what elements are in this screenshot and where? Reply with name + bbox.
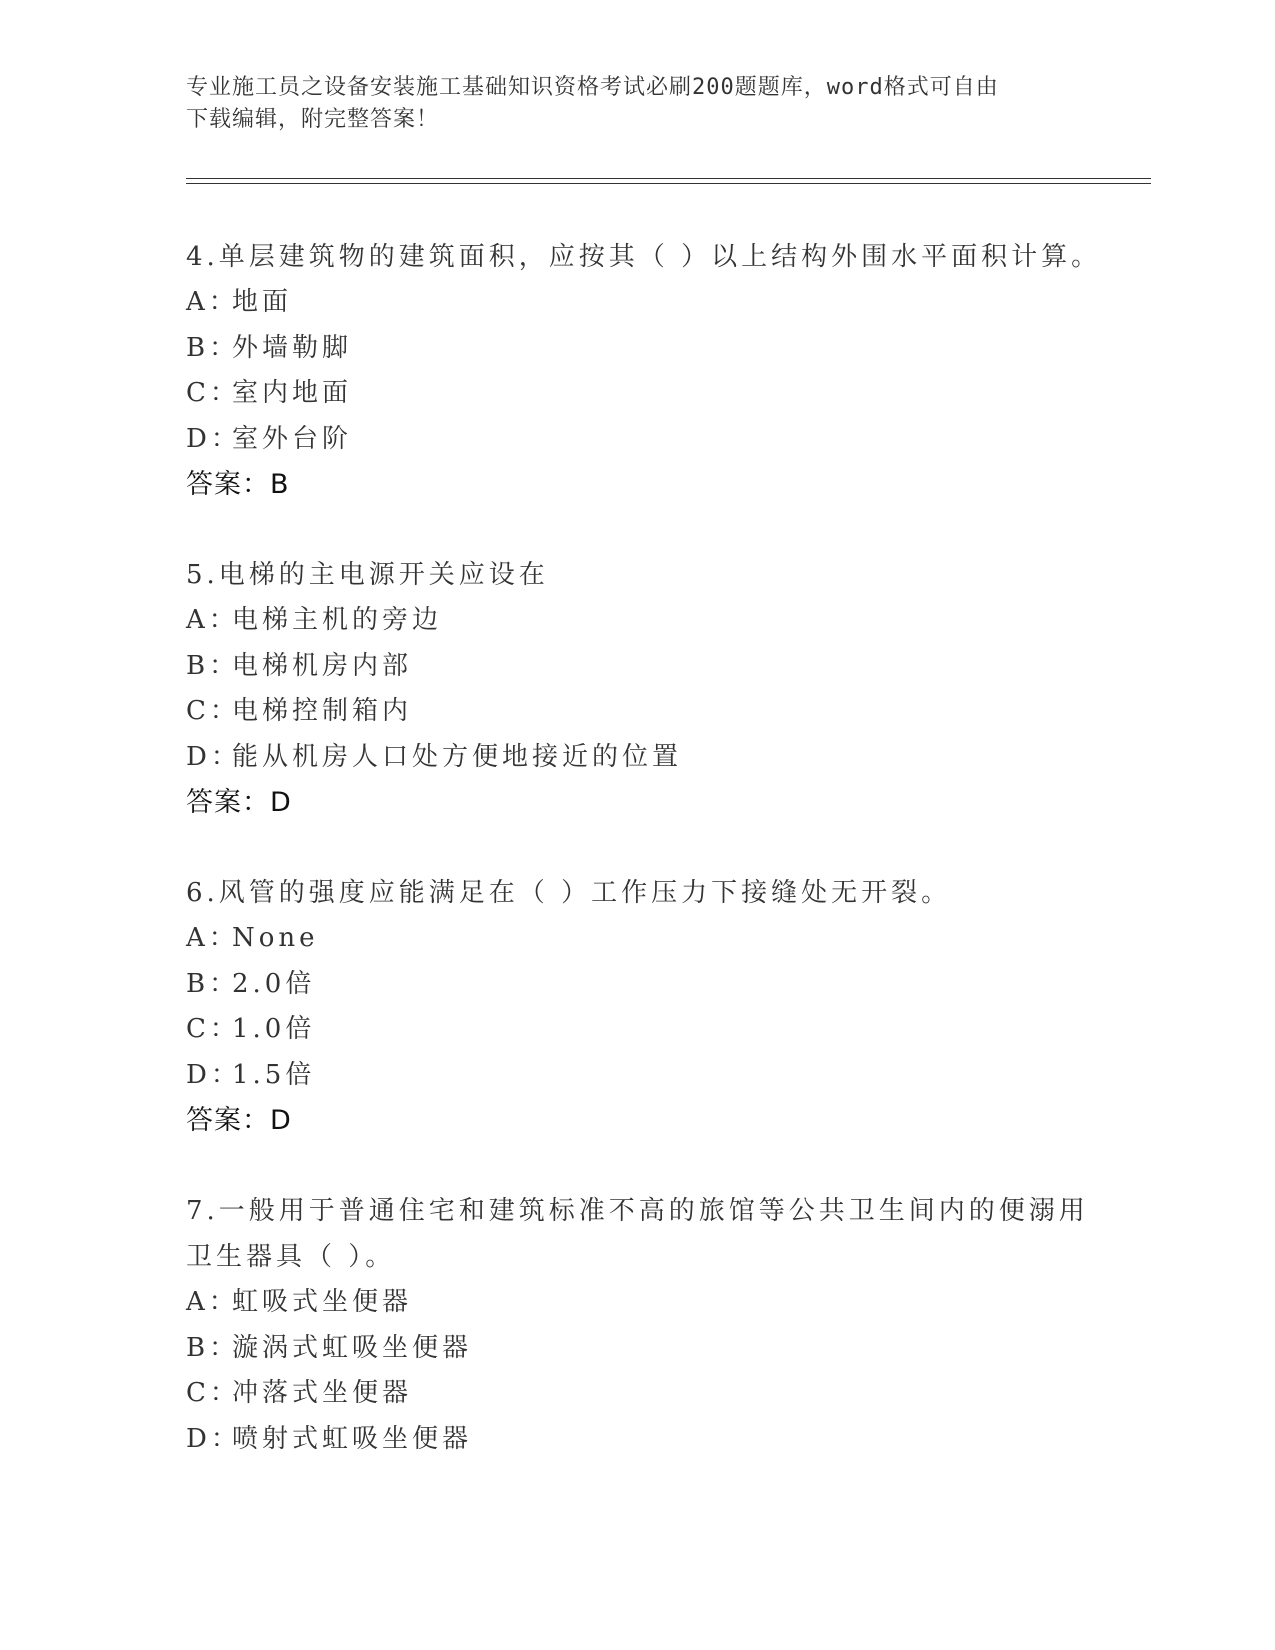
- option-text: 电梯主机的旁边: [232, 605, 443, 635]
- option-row: [186, 1326, 1086, 1372]
- option-key: D：: [186, 1423, 241, 1454]
- question-block: [186, 1188, 1089, 1462]
- option-text: 地面: [232, 287, 293, 317]
- option-text: 外墙勒脚: [232, 332, 353, 363]
- answer-line: 答案：B: [186, 469, 290, 500]
- question-stem: 7.一般用于普通住宅和建筑标准不高的旅馆等公共卫生间内的便溺用: [186, 1196, 1089, 1226]
- option-row: [186, 417, 1086, 463]
- option-row: [186, 1371, 1086, 1417]
- option-row: [186, 280, 1086, 326]
- option-text: 室外台阶: [232, 423, 353, 454]
- option-key: C：: [186, 1014, 240, 1044]
- question-block: [186, 870, 1086, 1144]
- option-text: 室内地面: [232, 378, 353, 408]
- option-key: B：: [186, 968, 240, 999]
- question-block: [186, 234, 1102, 508]
- question-stem: 卫生器具（ ）。: [186, 1242, 396, 1272]
- option-key: A：: [186, 605, 239, 635]
- option-key: D：: [186, 423, 241, 454]
- option-text: 2.0倍: [232, 968, 316, 999]
- header-line-1: 专业施工员之设备安装施工基础知识资格考试必刷200题题库，word格式可自由: [186, 75, 999, 100]
- question-stem: 6.风管的强度应能满足在（ ）工作压力下接缝处无开裂。: [186, 878, 952, 908]
- option-key: A：: [186, 1287, 239, 1317]
- option-row: [186, 1007, 1086, 1053]
- option-text: 冲落式坐便器: [232, 1378, 413, 1408]
- option-text: 电梯机房内部: [232, 650, 413, 681]
- header-rule-top: [186, 178, 1151, 179]
- option-text: 能从机房人口处方便地接近的位置: [232, 741, 683, 772]
- option-row: [186, 1053, 1086, 1099]
- option-row: [186, 1280, 1086, 1326]
- header-rule-bottom: [186, 183, 1151, 184]
- option-key: B：: [186, 332, 240, 363]
- option-key: B：: [186, 1332, 240, 1363]
- option-key: A：: [186, 923, 239, 953]
- question-block: [186, 552, 1086, 826]
- option-text: 1.0倍: [232, 1014, 316, 1044]
- option-row: [186, 735, 1086, 781]
- option-row: [186, 1417, 1086, 1463]
- option-text: 电梯控制箱内: [232, 696, 413, 726]
- option-text: None: [232, 923, 319, 953]
- option-row: [186, 598, 1086, 644]
- option-row: [186, 689, 1086, 735]
- option-key: A：: [186, 287, 239, 317]
- option-row: [186, 644, 1086, 690]
- option-text: 喷射式虹吸坐便器: [232, 1423, 473, 1454]
- option-key: C：: [186, 696, 240, 726]
- question-stem: 5.电梯的主电源开关应设在: [186, 560, 549, 590]
- answer-line: 答案：D: [186, 787, 292, 818]
- option-key: D：: [186, 741, 241, 772]
- document-header: [186, 72, 1066, 136]
- option-key: B：: [186, 650, 240, 681]
- question-stem: 4.单层建筑物的建筑面积，应按其（ ）以上结构外围水平面积计算。: [186, 242, 1102, 272]
- answer-line: 答案：D: [186, 1105, 292, 1136]
- option-row: [186, 371, 1086, 417]
- option-row: [186, 916, 1086, 962]
- option-key: D：: [186, 1059, 241, 1090]
- option-text: 虹吸式坐便器: [232, 1287, 413, 1317]
- option-key: C：: [186, 378, 240, 408]
- option-row: [186, 326, 1086, 372]
- option-row: [186, 962, 1086, 1008]
- option-text: 漩涡式虹吸坐便器: [232, 1332, 473, 1363]
- option-key: C：: [186, 1378, 240, 1408]
- header-line-2: 下载编辑，附完整答案！: [186, 107, 440, 132]
- option-text: 1.5倍: [232, 1059, 316, 1090]
- question-list: [186, 234, 1102, 1506]
